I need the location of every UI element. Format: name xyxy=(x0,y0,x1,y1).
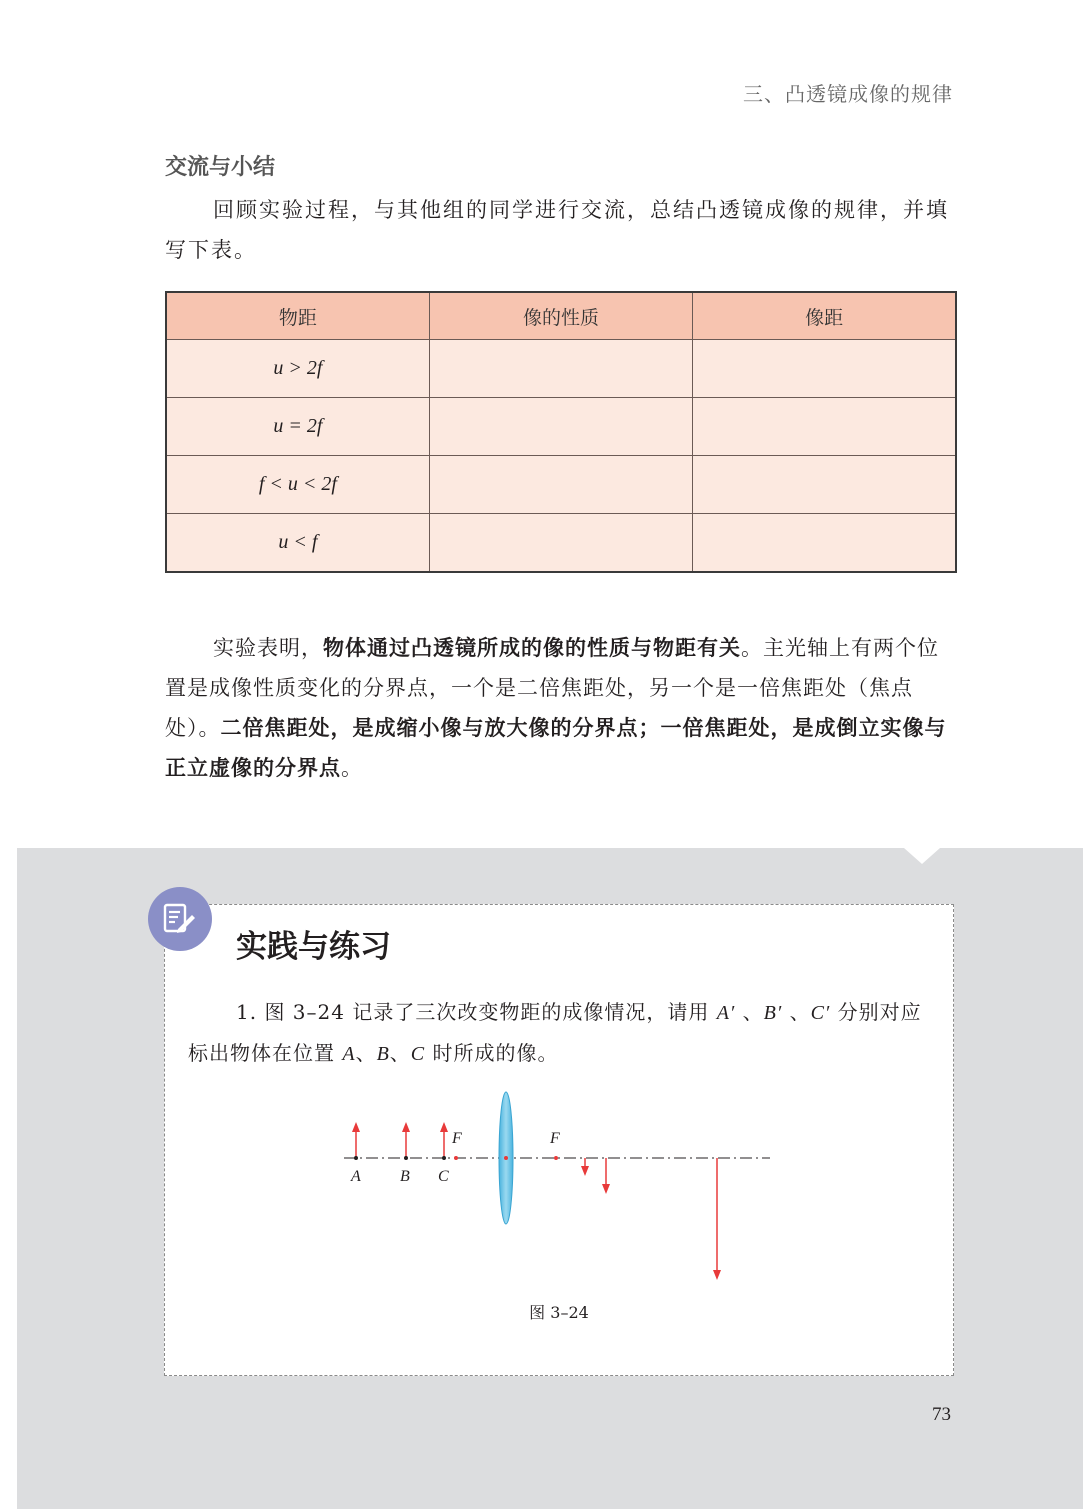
condition-cell: u > 2f xyxy=(166,340,429,398)
q1-segment: 1. 图 3–24 记录了三次改变物距的成像情况，请用 xyxy=(236,1000,717,1024)
image-distance-cell[interactable] xyxy=(693,340,956,398)
image-distance-cell[interactable] xyxy=(693,514,956,573)
header-object-distance: 物距 xyxy=(166,292,429,340)
table-row xyxy=(166,456,956,514)
q1-segment: 时所成的像。 xyxy=(425,1041,559,1065)
notepad-pencil-icon xyxy=(162,901,198,937)
image-arrow-1 xyxy=(581,1158,589,1176)
q1-label-b-prime: B′ xyxy=(763,1002,783,1024)
summary-table xyxy=(165,291,957,573)
property-cell[interactable] xyxy=(429,398,692,456)
table-row xyxy=(166,398,956,456)
practice-notch xyxy=(904,848,940,864)
figure-3-24 xyxy=(340,1085,780,1294)
lens-center xyxy=(504,1156,508,1160)
point-b xyxy=(404,1156,408,1160)
q1-label-c: C xyxy=(410,1043,426,1065)
label-c: C xyxy=(438,1168,449,1185)
q1-segment: 、 xyxy=(389,1041,411,1065)
intro-text: 回顾实验过程，与其他组的同学进行交流，总结凸透镜成像的规律，并填写下表。 xyxy=(165,198,949,262)
label-a: A xyxy=(351,1168,361,1185)
property-cell[interactable] xyxy=(429,514,692,573)
q1-segment: 分别对应标出物体在位置 xyxy=(188,1000,922,1065)
focus-right xyxy=(554,1156,558,1160)
condition-cell: u < f xyxy=(166,514,429,573)
question-1-text xyxy=(188,992,933,1074)
label-f-right: F xyxy=(550,1130,560,1147)
conclusion-part-3: 。主光轴上有两个位置是成像性质变化的分界点，一个是二倍焦距处，另一个是一倍焦距处（焦点处）。 xyxy=(165,636,939,740)
lens-diagram xyxy=(340,1085,780,1290)
chapter-header: 三、凸透镜成像的规律 xyxy=(743,82,953,106)
q1-segment: 、 xyxy=(735,1000,764,1024)
property-cell[interactable] xyxy=(429,456,692,514)
q1-segment: 、 xyxy=(355,1041,377,1065)
practice-icon-badge xyxy=(148,887,212,951)
conclusion-bold-2: 二倍焦距处，是成缩小像与放大像的分界点；一倍焦距处，是成倒立实像与正立虚像的分界点 xyxy=(165,716,947,780)
question-1 xyxy=(188,992,933,1074)
condition-cell: u = 2f xyxy=(166,398,429,456)
table-row xyxy=(166,514,956,573)
conclusion-part-5: 。 xyxy=(341,756,363,780)
label-b: B xyxy=(400,1168,410,1185)
object-arrow-c xyxy=(440,1122,448,1158)
conclusion-part-1: 实验表明， xyxy=(213,636,323,660)
practice-title: 实践与练习 xyxy=(236,929,391,965)
image-arrow-3 xyxy=(713,1158,721,1280)
conclusion-text xyxy=(165,628,955,788)
table-row xyxy=(166,340,956,398)
property-cell[interactable] xyxy=(429,340,692,398)
q1-label-a-prime: A′ xyxy=(716,1002,736,1024)
header-image-distance: 像距 xyxy=(693,292,956,340)
object-arrow-b xyxy=(402,1122,410,1158)
q1-segment: 、 xyxy=(782,1000,811,1024)
q1-label-b: B xyxy=(376,1043,390,1065)
focus-left xyxy=(454,1156,458,1160)
point-a xyxy=(354,1156,358,1160)
conclusion-paragraph xyxy=(165,628,955,788)
intro-paragraph xyxy=(165,190,955,270)
image-distance-cell[interactable] xyxy=(693,398,956,456)
q1-label-a: A xyxy=(342,1043,356,1065)
section-title: 交流与小结 xyxy=(165,155,276,180)
image-arrow-2 xyxy=(602,1158,610,1194)
point-c xyxy=(442,1156,446,1160)
table-header-row xyxy=(166,292,956,340)
header-image-property: 像的性质 xyxy=(429,292,692,340)
condition-cell: f < u < 2f xyxy=(166,456,429,514)
conclusion-bold-1: 物体通过凸透镜所成的像的性质与物距有关 xyxy=(323,636,741,660)
figure-caption: 图 3–24 xyxy=(529,1303,589,1322)
label-f-left: F xyxy=(452,1130,462,1147)
image-distance-cell[interactable] xyxy=(693,456,956,514)
q1-label-c-prime: C′ xyxy=(810,1002,831,1024)
page-number: 73 xyxy=(932,1404,951,1425)
object-arrow-a xyxy=(352,1122,360,1158)
